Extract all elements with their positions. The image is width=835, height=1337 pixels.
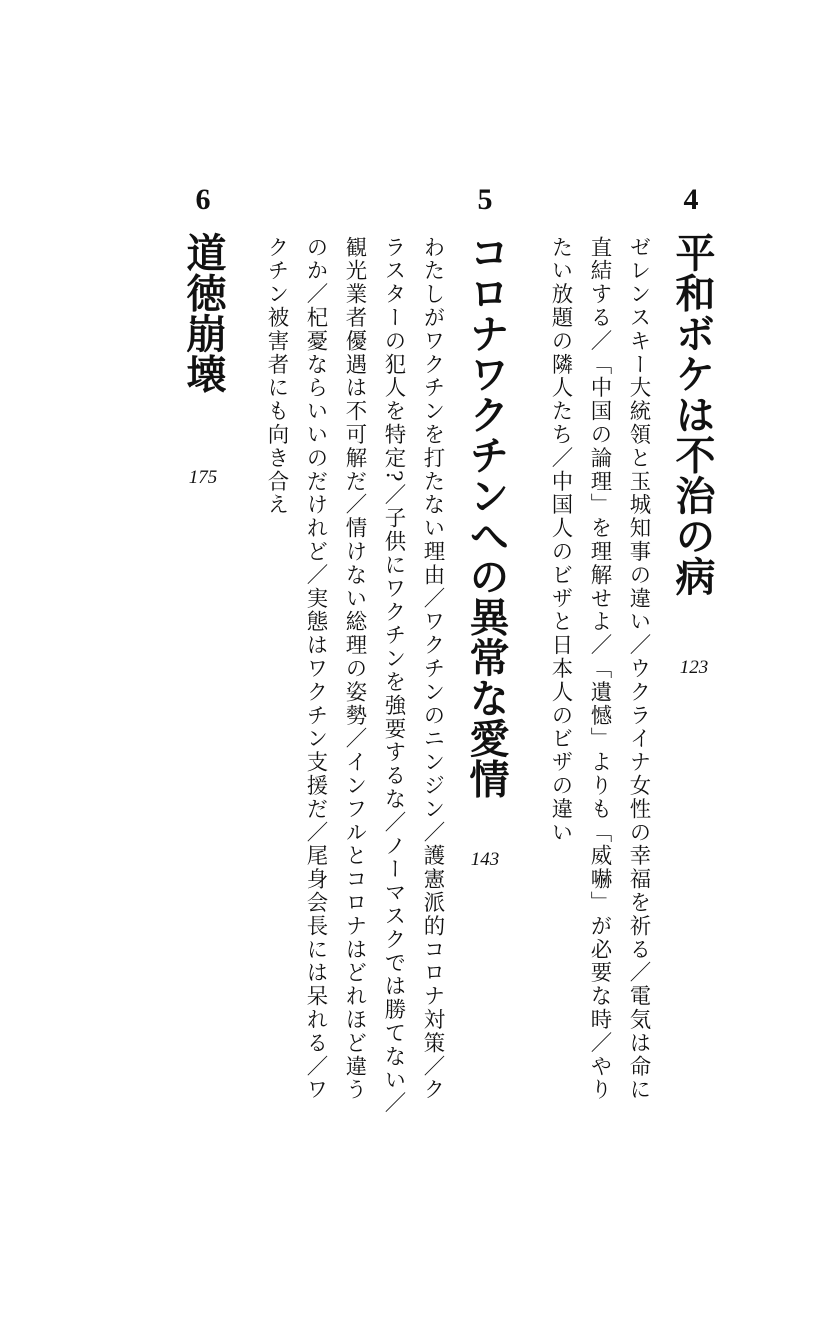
chapter-4-summary: ゼレンスキー大統領と玉城知事の違い／ウクライナ女性の幸福を祈る／電気は命に直結する／「中国の論理」を理解せよ／「遺憾」よりも「威嚇」が必要な時／やりたい放題の隣人たち／中国人のビザと日本人のビザの違い (548, 236, 651, 1102)
chapter-6-title: 道徳崩壊 (180, 232, 227, 394)
chapter-4-title: 平和ボケは不治の病 (669, 232, 716, 597)
chapter-6-page-number: 175 (188, 467, 218, 488)
chapter-5-page-number: 143 (470, 849, 500, 870)
chapter-4-page-number: 123 (679, 657, 709, 678)
chapter-5-title: コロナワクチンへの異常な愛情 (463, 232, 510, 799)
chapter-6-number: 6 (195, 183, 211, 216)
chapter-5-number: 5 (477, 183, 493, 216)
chapter-5-summary: わたしがワクチンを打たない理由／ワクチンのニンジン／護憲派的コロナ対策／クラスターの犯人を特定?／子供にワクチンを強要するな／ノーマスクでは勝てない／観光業者優遇は不可解だ／情けない総理の姿勢／インフルとコロナはどれほど違うのか／杞憂ならいいのだけれど／実態はワクチン支援だ／尾身会長には呆れる／ワクチン被害者にも向き合え (264, 236, 445, 1116)
chapter-4-number: 4 (683, 183, 699, 216)
